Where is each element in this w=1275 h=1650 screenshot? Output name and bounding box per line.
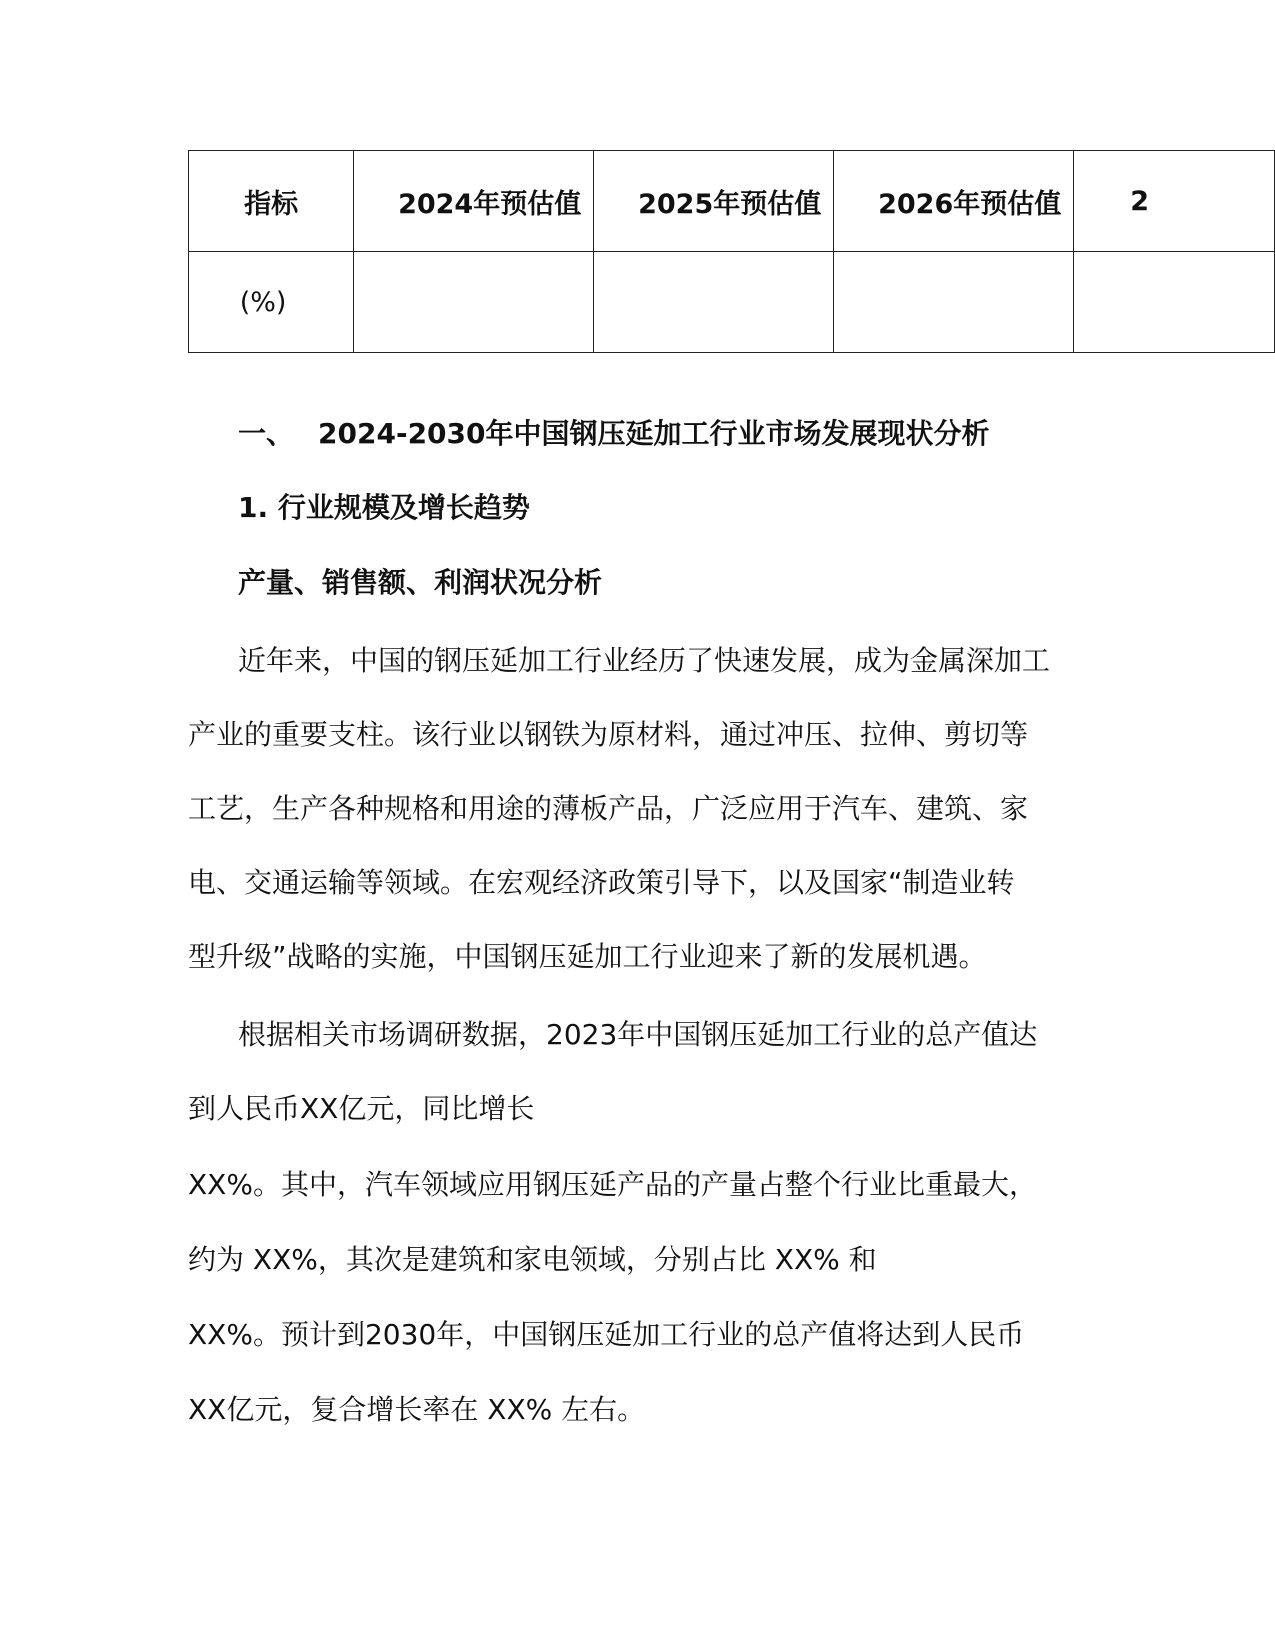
paragraph-line: XX%。预计到2030年，中国钢压延加工行业的总产值将达到人民币 <box>188 1318 1025 1351</box>
section-number: 一、 <box>238 417 295 450</box>
paragraph-line: 到人民币XX亿元，同比增长 <box>188 1092 535 1125</box>
paragraph-line: XX%。其中，汽车领域应用钢压延产品的产量占整个行业比重最大， <box>188 1168 1037 1201</box>
subsection-heading: 1. 行业规模及增长趋势 <box>238 491 530 524</box>
table-header-cell: 2025年预估值 <box>594 151 834 252</box>
paragraph-line: 近年来，中国的钢压延加工行业经历了快速发展，成为金属深加工 <box>238 644 1051 677</box>
table-cell <box>834 252 1074 353</box>
paragraph-line: 电、交通运输等领域。在宏观经济政策引导下，以及国家“制造业转 <box>188 866 1015 899</box>
paragraph-line: 根据相关市场调研数据，2023年中国钢压延加工行业的总产值达 <box>238 1018 1038 1051</box>
paragraph-line: 约为 XX%，其次是建筑和家电领域，分别占比 XX% 和 <box>188 1243 877 1276</box>
paragraph-line: 产业的重要支柱。该行业以钢铁为原材料，通过冲压、拉伸、剪切等 <box>188 718 1029 751</box>
paragraph-line: XX亿元，复合增长率在 XX% 左右。 <box>188 1393 646 1426</box>
section-title: 2024-2030年中国钢压延加工行业市场发展现状分析 <box>318 417 990 450</box>
table-cell <box>354 252 594 353</box>
table-cell <box>594 252 834 353</box>
topic-heading: 产量、销售额、利润状况分析 <box>238 566 603 599</box>
section-heading <box>238 412 990 452</box>
table-header-cell: 2 <box>1074 151 1275 252</box>
table-cell: (%) <box>189 252 354 353</box>
table-cell <box>1074 252 1275 353</box>
table-header-cell: 指标 <box>189 151 354 252</box>
table-header-cell: 2026年预估值 <box>834 151 1074 252</box>
table-header-cell: 2024年预估值 <box>354 151 594 252</box>
table-header-row <box>189 151 1275 252</box>
paragraph-line: 工艺，生产各种规格和用途的薄板产品，广泛应用于汽车、建筑、家 <box>188 792 1029 825</box>
paragraph-line: 型升级”战略的实施，中国钢压延加工行业迎来了新的发展机遇。 <box>188 940 987 973</box>
table-row <box>189 252 1275 353</box>
indicator-table <box>188 150 1275 353</box>
